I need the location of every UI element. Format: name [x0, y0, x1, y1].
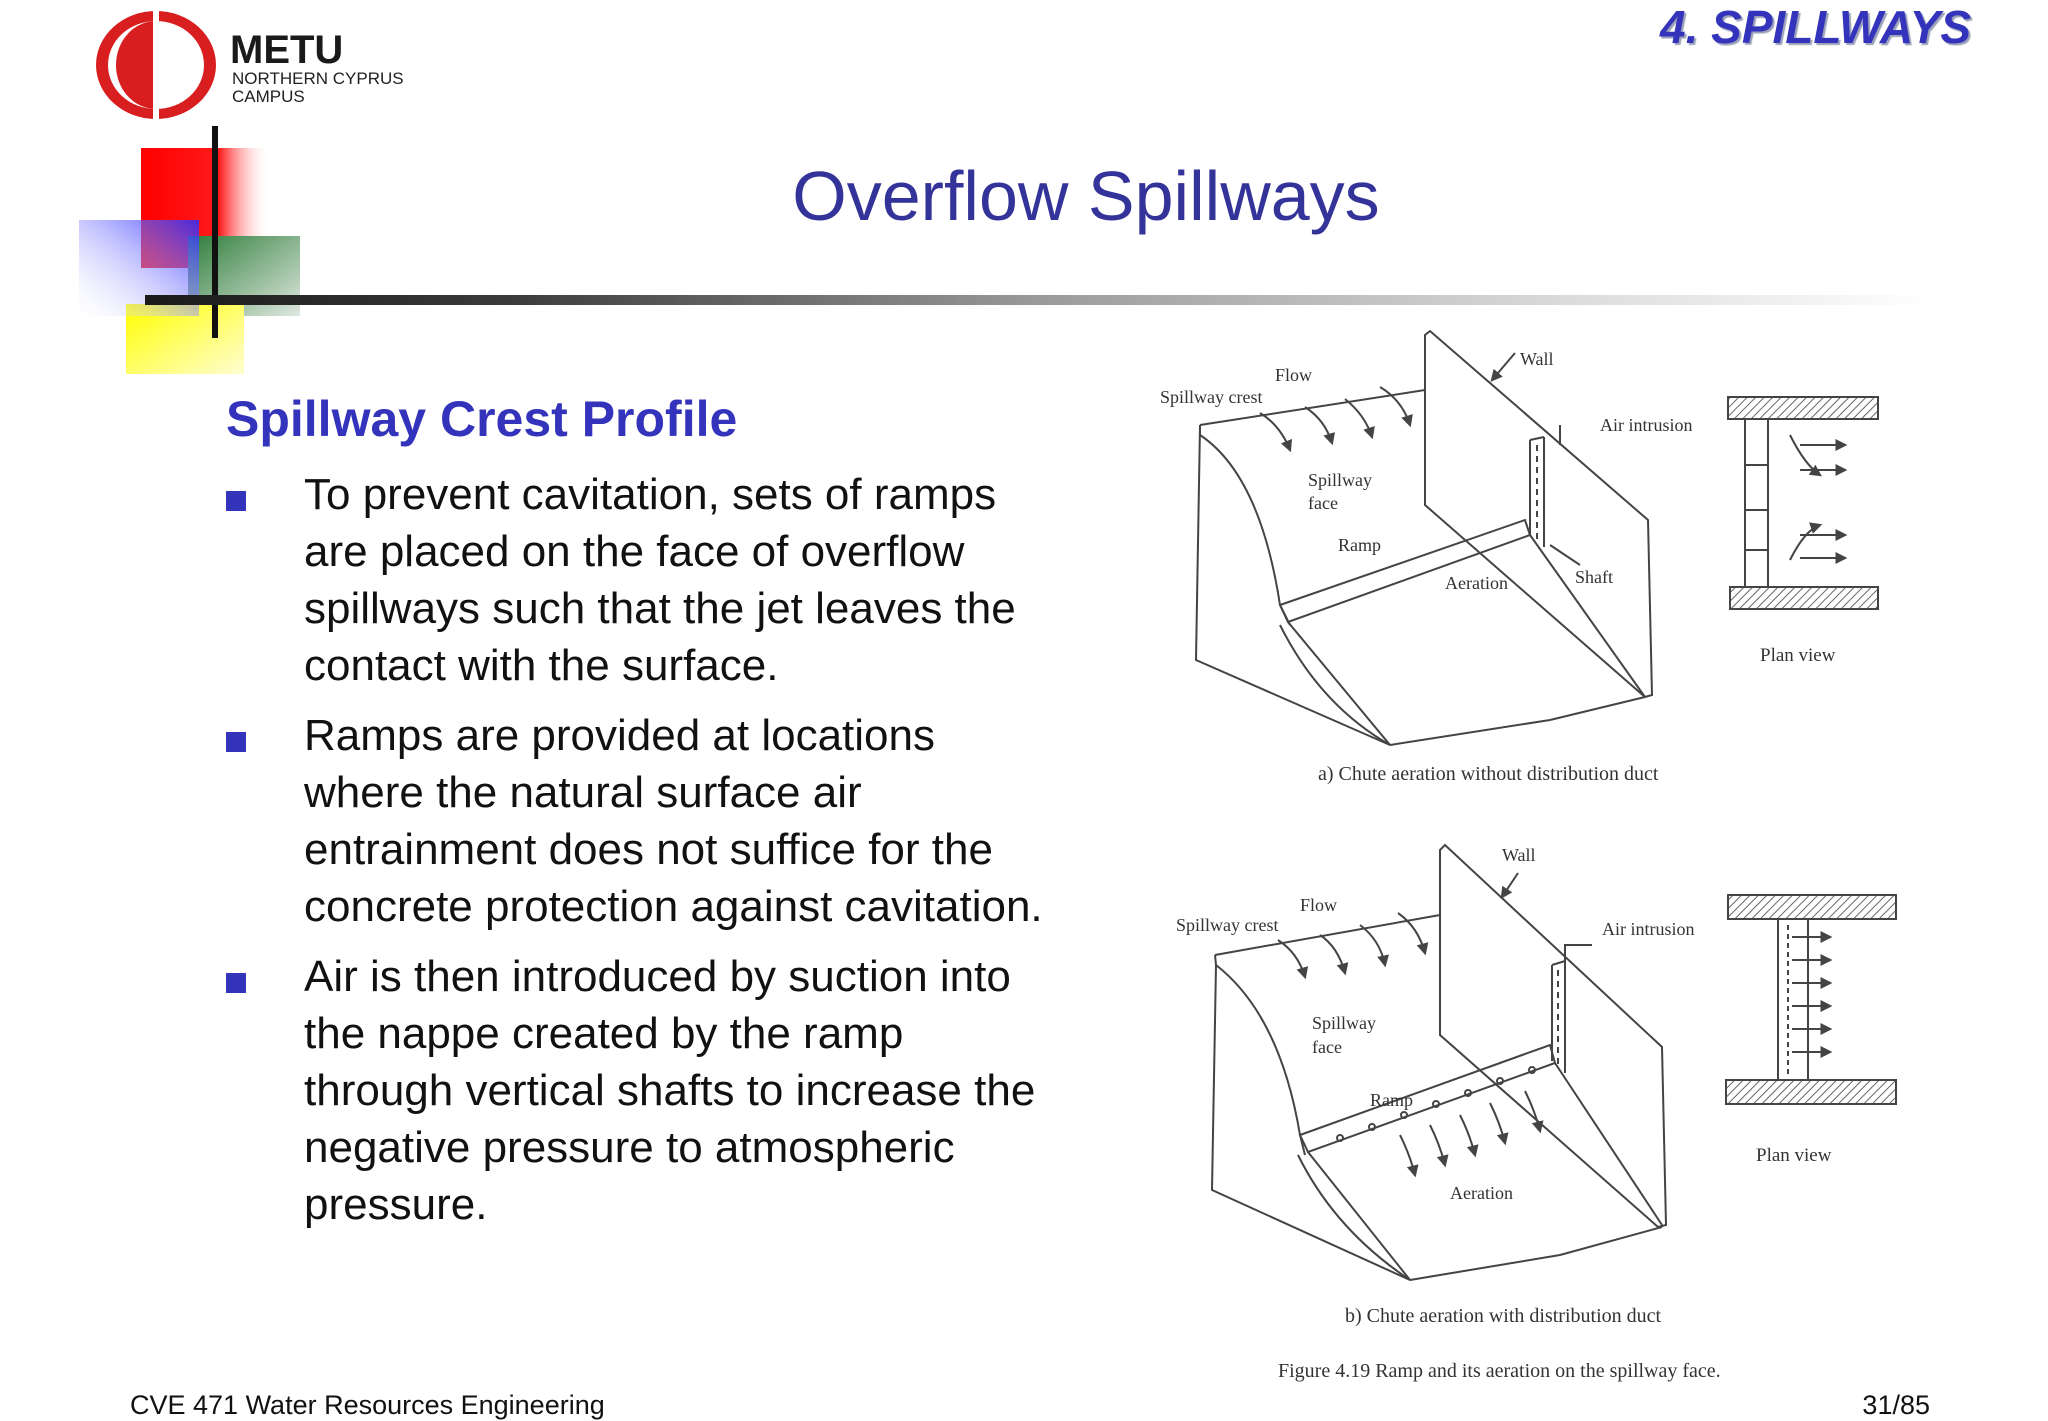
logo-line-1: NORTHERN CYPRUS	[232, 69, 404, 88]
label-face-a: face	[1308, 493, 1338, 513]
bullet-line: Ramps are provided at locations	[304, 711, 935, 760]
bullet-line: entrainment does not suffice for the	[304, 825, 993, 874]
label-ramp-b: Ramp	[1370, 1090, 1413, 1110]
metu-emblem-icon	[92, 8, 220, 122]
label-spillway-crest-a: Spillway crest	[1160, 387, 1263, 407]
slide-title	[0, 156, 2048, 236]
bullet-line: pressure.	[304, 1180, 488, 1229]
chapter-label: 4. SPILLWAYS	[1660, 1, 1971, 53]
page-number: 31/85	[1862, 1390, 1930, 1420]
bullet-marker	[226, 491, 246, 511]
bullet-item-2	[304, 707, 1124, 935]
bullet-line: are placed on the face of overflow	[304, 527, 965, 576]
label-flow-a: Flow	[1275, 365, 1313, 385]
diagram-a	[1196, 331, 1652, 745]
plan-view-a	[1728, 397, 1878, 609]
label-aeration-b: Aeration	[1450, 1183, 1513, 1203]
caption-a: a) Chute aeration without distribution duct	[1318, 763, 1659, 785]
bullet-line: spillways such that the jet leaves the	[304, 584, 1016, 633]
label-spillway-a: Spillway	[1308, 470, 1373, 490]
label-aeration-a: Aeration	[1445, 573, 1508, 593]
label-wall-b: Wall	[1502, 845, 1536, 865]
bullet-line: Air is then introduced by suction into	[304, 952, 1011, 1001]
label-air-intrusion-b: Air intrusion	[1602, 919, 1695, 939]
label-face-b: face	[1312, 1037, 1342, 1057]
label-wall-a: Wall	[1520, 349, 1554, 369]
title-divider	[145, 295, 1935, 305]
label-air-intrusion-a: Air intrusion	[1600, 415, 1693, 435]
label-flow-b: Flow	[1300, 895, 1338, 915]
bullet-line: through vertical shafts to increase the	[304, 1066, 1036, 1115]
bullet-line: concrete protection against cavitation.	[304, 882, 1043, 931]
logo-name: METU	[230, 28, 344, 72]
bullet-line: negative pressure to atmospheric	[304, 1123, 955, 1172]
bullet-marker	[226, 732, 246, 752]
label-plan-view-b: Plan view	[1756, 1145, 1832, 1166]
slide-title-text: Overflow Spillways	[792, 157, 1380, 235]
bullet-marker	[226, 973, 246, 993]
bullet-item-1	[304, 466, 1124, 694]
bullet-line: where the natural surface air	[304, 768, 862, 817]
label-ramp-a: Ramp	[1338, 535, 1381, 555]
figure-caption: Figure 4.19 Ramp and its aeration on the spillway face.	[1278, 1360, 1721, 1382]
diagram-b	[1212, 845, 1666, 1280]
label-spillway-b: Spillway	[1312, 1013, 1377, 1033]
label-plan-view-a: Plan view	[1760, 645, 1836, 666]
caption-b: b) Chute aeration with distribution duct	[1345, 1305, 1662, 1327]
logo-line-2: CAMPUS	[232, 87, 305, 106]
bullet-item-3	[304, 948, 1124, 1233]
bullet-line: To prevent cavitation, sets of ramps	[304, 470, 997, 519]
metu-logo	[88, 6, 418, 124]
bullet-line: the nappe created by the ramp	[304, 1009, 904, 1058]
plan-view-b	[1726, 895, 1896, 1104]
bullet-line: contact with the surface.	[304, 641, 779, 690]
section-heading: Spillway Crest Profile	[226, 391, 738, 447]
label-shaft-a: Shaft	[1575, 567, 1613, 587]
label-spillway-crest-b: Spillway crest	[1176, 915, 1279, 935]
logo-subtitle	[232, 70, 404, 106]
spillway-aeration-figure	[1140, 325, 1930, 1395]
footer-course: CVE 471 Water Resources Engineering	[130, 1390, 605, 1420]
